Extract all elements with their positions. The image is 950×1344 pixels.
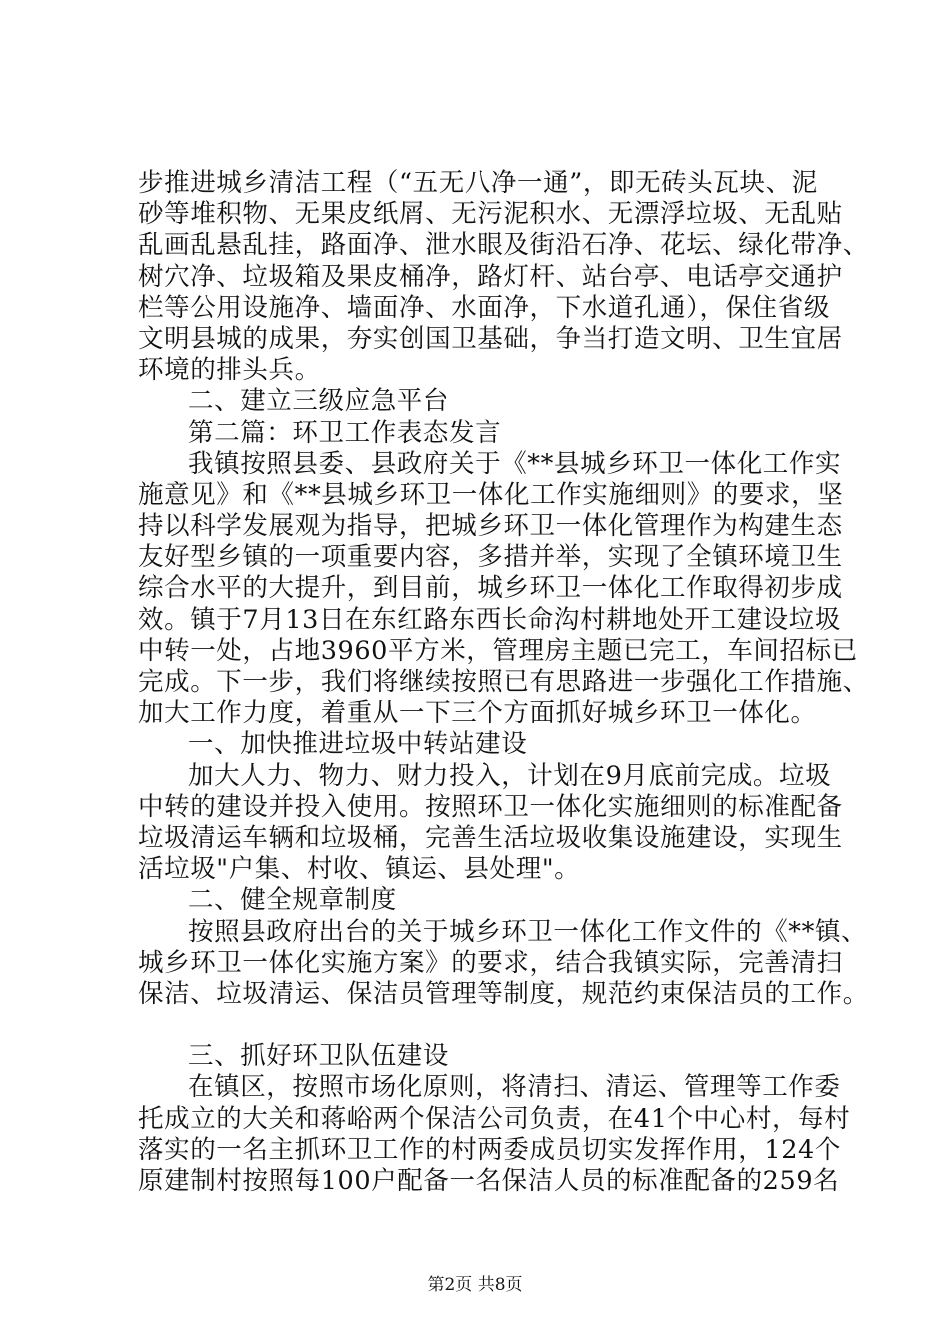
text-line: 栏等公用设施净、墙面净、水面净，下水道孔通），保住省级 [138, 292, 830, 323]
text-line: 综合水平的大提升，到目前，城乡环卫一体化工作取得初步成 [138, 573, 843, 604]
section-heading: 三、抓好环卫队伍建设 [188, 1041, 450, 1072]
text-line: 持以科学发展观为指导，把城乡环卫一体化管理作为构建生态 [138, 511, 843, 542]
text-line: 原建制村按照每100户配备一名保洁人员的标准配备的259名 [138, 1166, 840, 1196]
section-heading: 二、健全规章制度 [188, 885, 397, 916]
section-heading: 一、加快推进垃圾中转站建设 [188, 729, 528, 760]
paragraph-start: 按照县政府出台的关于城乡环卫一体化工作文件的《**镇、 [188, 916, 868, 947]
text-line: 中转一处，占地3960平方米，管理房主题已完工，车间招标已 [138, 635, 858, 666]
text-line: 文明县城的成果，夯实创国卫基础，争当打造文明、卫生宜居 [138, 323, 843, 354]
text-line: 完成。下一步，我们将继续按照已有思路进一步强化工作措施、 [138, 667, 869, 697]
text-line: 效。镇于7月13日在东红路东西长命沟村耕地处开工建设垃圾 [138, 604, 841, 635]
text-line: 城乡环卫一体化实施方案》的要求，结合我镇实际，完善清扫 [138, 947, 843, 978]
paragraph-start: 在镇区，按照市场化原则，将清扫、清运、管理等工作委 [188, 1072, 841, 1103]
text-line: 托成立的大关和蒋峪两个保洁公司负责，在41个中心村，每村 [138, 1103, 851, 1134]
section-heading: 二、建立三级应急平台 [188, 386, 450, 417]
paragraph-start: 我镇按照县委、县政府关于《**县城乡环卫一体化工作实 [188, 448, 842, 479]
text-line: 保洁、垃圾清运、保洁员管理等制度，规范约束保洁员的工作。 [138, 978, 869, 1009]
text-line: 活垃圾"户集、村收、镇运、县处理"。 [138, 854, 581, 885]
text-line: 步推进城乡清洁工程（“五无八净一通”，即无砖头瓦块、泥 [138, 168, 818, 198]
text-line: 乱画乱悬乱挂，路面净、泄水眼及街沿石净、花坛、绿化带净、 [138, 230, 869, 261]
text-line: 树穴净、垃圾箱及果皮桶净，路灯杆、站台亭、电话亭交通护 [138, 261, 843, 292]
text-line: 环境的排头兵。 [138, 355, 321, 386]
text-line: 落实的一名主抓环卫工作的村两委成员切实发挥作用，124个 [138, 1134, 841, 1165]
chapter-heading: 第二篇：环卫工作表态发言 [188, 417, 502, 448]
text-line: 加大工作力度，着重从一下三个方面抓好城乡环卫一体化。 [138, 698, 817, 729]
text-line: 施意见》和《**县城乡环卫一体化工作实施细则》的要求，坚 [138, 479, 844, 510]
text-line: 垃圾清运车辆和垃圾桶，完善生活垃圾收集设施建设，实现生 [138, 822, 843, 853]
text-line: 中转的建设并投入使用。按照环卫一体化实施细则的标准配备 [138, 791, 843, 822]
text-line: 砂等堆积物、无果皮纸屑、无污泥积水、无漂浮垃圾、无乱贴 [138, 199, 843, 230]
paragraph-start: 加大人力、物力、财力投入，计划在9月底前完成。垃圾 [188, 760, 832, 791]
blank-line [138, 1010, 838, 1041]
document-body [138, 168, 869, 1197]
text-line: 友好型乡镇的一项重要内容，多措并举，实现了全镇环境卫生 [138, 542, 843, 573]
page-number-footer: 第2页 共8页 [427, 1275, 523, 1295]
